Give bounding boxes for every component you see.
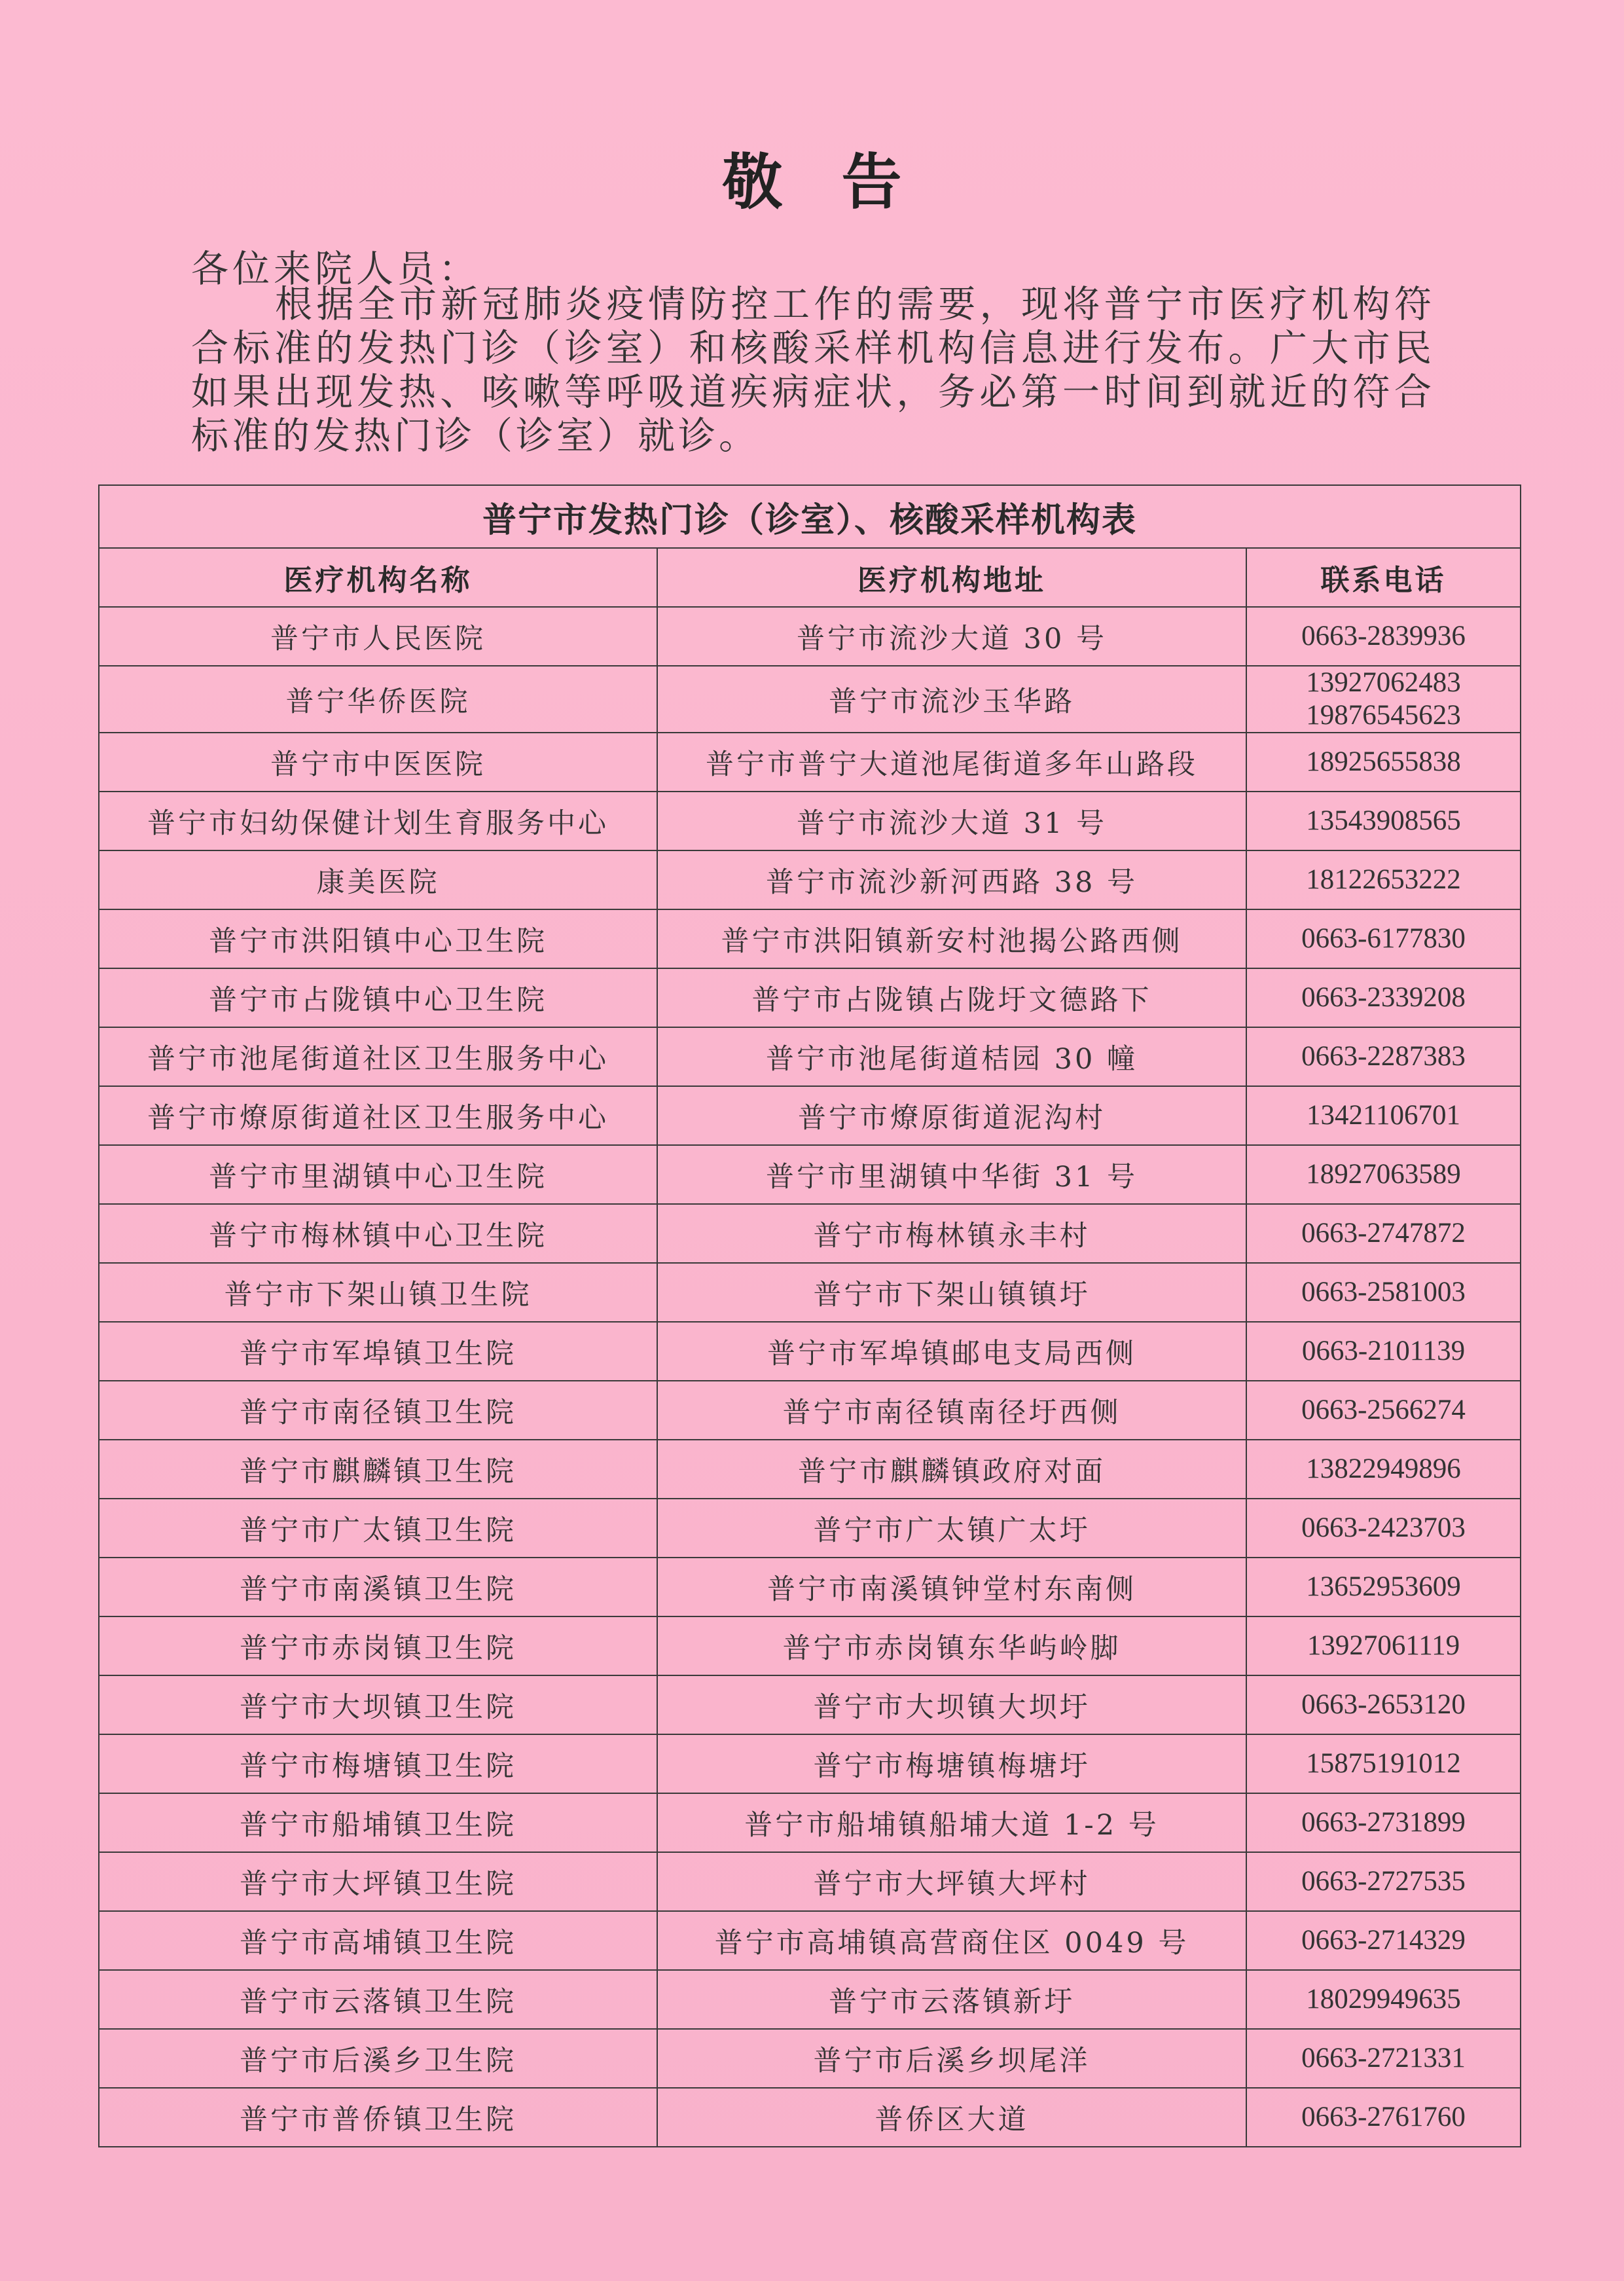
notice-intro-paragraph: 根据全市新冠肺炎疫情防控工作的需要，现将普宁市医疗机构符合标准的发热门诊（诊室）和核酸采样机构信息进行发布。广大市民如果出现发热、咳嗽等呼吸道疾病症状，务必第一时间到就近的符合标准的发热门诊（诊室）就诊。	[191, 283, 1435, 458]
institution-name-cell: 普宁市下架山镇卫生院	[99, 1263, 657, 1322]
table-row	[99, 1322, 1521, 1381]
institution-address-cell: 普宁市云落镇新圩	[657, 1970, 1246, 2029]
table-row	[99, 1911, 1521, 1970]
phone-number: 0663-6177830	[1301, 923, 1466, 954]
institution-name-cell: 普宁市梅塘镇卫生院	[99, 1734, 657, 1793]
phone-number: 0663-2566274	[1301, 1395, 1466, 1425]
institution-name-cell: 普宁华侨医院	[99, 666, 657, 733]
table-row	[99, 1675, 1521, 1734]
institution-address-cell: 普宁市洪阳镇新安村池揭公路西侧	[657, 909, 1246, 968]
contact-phone-cell	[1246, 1322, 1521, 1381]
phone-number: 0663-2761760	[1301, 2102, 1466, 2132]
contact-phone-cell	[1246, 1970, 1521, 2029]
contact-phone-cell	[1246, 2029, 1521, 2088]
institution-name-cell: 普宁市后溪乡卫生院	[99, 2029, 657, 2088]
phone-number: 0663-2721331	[1301, 2043, 1466, 2073]
table-row	[99, 909, 1521, 968]
table-header-row	[99, 548, 1521, 607]
table-row	[99, 666, 1521, 733]
phone-number: 0663-2287383	[1301, 1041, 1466, 1072]
institution-name-cell: 普宁市高埔镇卫生院	[99, 1911, 657, 1970]
institution-name-cell: 普宁市南径镇卫生院	[99, 1381, 657, 1440]
table-row	[99, 1970, 1521, 2029]
institution-address-cell: 普宁市池尾街道桔园 30 幢	[657, 1027, 1246, 1086]
contact-phone-cell	[1246, 733, 1521, 792]
table-row	[99, 1145, 1521, 1204]
table-row	[99, 850, 1521, 909]
phone-number: 0663-2423703	[1301, 1512, 1466, 1543]
institution-name-cell: 普宁市南溪镇卫生院	[99, 1558, 657, 1616]
contact-phone-cell	[1246, 968, 1521, 1027]
phone-number: 13822949896	[1306, 1453, 1461, 1484]
contact-phone-cell	[1246, 1086, 1521, 1145]
contact-phone-cell	[1246, 1852, 1521, 1911]
contact-phone-cell	[1246, 1145, 1521, 1204]
phone-number: 19876545623	[1306, 700, 1461, 731]
table-row	[99, 792, 1521, 850]
table-row	[99, 733, 1521, 792]
institution-address-cell: 普宁市广太镇广太圩	[657, 1499, 1246, 1558]
contact-phone-cell	[1246, 850, 1521, 909]
institution-table	[98, 484, 1521, 2147]
notice-salutation: 各位来院人员：	[191, 247, 480, 291]
institution-name-cell: 普宁市大坝镇卫生院	[99, 1675, 657, 1734]
phone-number: 0663-2731899	[1301, 1807, 1466, 1838]
institution-address-cell: 普宁市里湖镇中华街 31 号	[657, 1145, 1246, 1204]
contact-phone-cell	[1246, 1027, 1521, 1086]
phone-number: 0663-2653120	[1301, 1689, 1466, 1720]
phone-number: 0663-2339208	[1301, 982, 1466, 1013]
institution-name-cell: 普宁市广太镇卫生院	[99, 1499, 657, 1558]
table-row	[99, 607, 1521, 666]
institution-address-cell: 普宁市高埔镇高营商住区 0049 号	[657, 1911, 1246, 1970]
contact-phone-cell	[1246, 792, 1521, 850]
institution-address-cell: 普宁市南溪镇钟堂村东南侧	[657, 1558, 1246, 1616]
table-row	[99, 1852, 1521, 1911]
institution-name-cell: 普宁市中医医院	[99, 733, 657, 792]
table-row	[99, 1793, 1521, 1852]
contact-phone-cell	[1246, 909, 1521, 968]
institution-address-cell: 普宁市梅塘镇梅塘圩	[657, 1734, 1246, 1793]
institution-address-cell: 普宁市后溪乡坝尾洋	[657, 2029, 1246, 2088]
institution-address-cell: 普宁市麒麟镇政府对面	[657, 1440, 1246, 1499]
institution-address-cell: 普宁市燎原街道泥沟村	[657, 1086, 1246, 1145]
phone-number: 0663-2714329	[1301, 1925, 1466, 1956]
institution-name-cell: 普宁市燎原街道社区卫生服务中心	[99, 1086, 657, 1145]
institution-address-cell: 普宁市大坪镇大坪村	[657, 1852, 1246, 1911]
institution-address-cell: 普宁市赤岗镇东华屿岭脚	[657, 1616, 1246, 1675]
notice-title: 敬告	[722, 147, 961, 217]
institution-name-cell: 普宁市普侨镇卫生院	[99, 2088, 657, 2147]
phone-number: 18029949635	[1306, 1984, 1461, 2015]
phone-number: 0663-2727535	[1301, 1866, 1466, 1897]
institution-address-cell: 普宁市船埔镇船埔大道 1-2 号	[657, 1793, 1246, 1852]
table-row	[99, 1734, 1521, 1793]
institution-name-cell: 普宁市船埔镇卫生院	[99, 1793, 657, 1852]
contact-phone-cell	[1246, 666, 1521, 733]
contact-phone-cell	[1246, 1204, 1521, 1263]
institution-name-cell: 普宁市人民医院	[99, 607, 657, 666]
phone-number: 13927062483	[1306, 667, 1461, 698]
contact-phone-cell	[1246, 1263, 1521, 1322]
phone-number: 18122653222	[1306, 864, 1461, 895]
table-row	[99, 1499, 1521, 1558]
contact-phone-cell	[1246, 1440, 1521, 1499]
contact-phone-cell	[1246, 1911, 1521, 1970]
contact-phone-cell	[1246, 2088, 1521, 2147]
table-row	[99, 1204, 1521, 1263]
phone-number: 0663-2581003	[1301, 1277, 1466, 1307]
institution-name-cell: 普宁市妇幼保健计划生育服务中心	[99, 792, 657, 850]
table-body	[99, 607, 1521, 2147]
table-row	[99, 968, 1521, 1027]
contact-phone-cell	[1246, 607, 1521, 666]
table-caption-row	[99, 485, 1521, 548]
institution-name-cell: 普宁市大坪镇卫生院	[99, 1852, 657, 1911]
phone-number: 15875191012	[1306, 1748, 1461, 1779]
institution-address-cell: 普宁市流沙新河西路 38 号	[657, 850, 1246, 909]
institution-name-cell: 普宁市云落镇卫生院	[99, 1970, 657, 2029]
contact-phone-cell	[1246, 1499, 1521, 1558]
contact-phone-cell	[1246, 1616, 1521, 1675]
phone-number: 13927061119	[1307, 1630, 1460, 1661]
header-institution-name: 医疗机构名称	[99, 548, 657, 607]
table-row	[99, 1616, 1521, 1675]
phone-number: 13652953609	[1306, 1571, 1461, 1602]
phone-number: 18927063589	[1306, 1159, 1461, 1190]
contact-phone-cell	[1246, 1381, 1521, 1440]
institution-address-cell: 普宁市下架山镇镇圩	[657, 1263, 1246, 1322]
institution-address-cell: 普宁市占陇镇占陇圩文德路下	[657, 968, 1246, 1027]
institution-name-cell: 普宁市赤岗镇卫生院	[99, 1616, 657, 1675]
phone-number: 0663-2101139	[1301, 1336, 1466, 1366]
institution-address-cell: 普宁市梅林镇永丰村	[657, 1204, 1246, 1263]
institution-name-cell: 普宁市里湖镇中心卫生院	[99, 1145, 657, 1204]
institution-address-cell: 普宁市流沙大道 31 号	[657, 792, 1246, 850]
institution-address-cell: 普宁市大坝镇大坝圩	[657, 1675, 1246, 1734]
phone-number: 0663-2839936	[1301, 621, 1466, 651]
phone-number: 13543908565	[1306, 805, 1461, 836]
institution-name-cell: 康美医院	[99, 850, 657, 909]
phone-number: 13421106701	[1307, 1100, 1460, 1131]
institution-address-cell: 普宁市普宁大道池尾街道多年山路段	[657, 733, 1246, 792]
contact-phone-cell	[1246, 1793, 1521, 1852]
contact-phone-cell	[1246, 1675, 1521, 1734]
institution-name-cell: 普宁市洪阳镇中心卫生院	[99, 909, 657, 968]
institution-name-cell: 普宁市池尾街道社区卫生服务中心	[99, 1027, 657, 1086]
phone-number: 0663-2747872	[1301, 1218, 1466, 1249]
institution-name-cell: 普宁市麒麟镇卫生院	[99, 1440, 657, 1499]
table-row	[99, 1381, 1521, 1440]
table-row	[99, 1027, 1521, 1086]
table-row	[99, 1440, 1521, 1499]
contact-phone-cell	[1246, 1734, 1521, 1793]
phone-number: 18925655838	[1306, 746, 1461, 777]
header-contact-phone: 联系电话	[1246, 548, 1521, 607]
table-row	[99, 1558, 1521, 1616]
institution-address-cell: 普侨区大道	[657, 2088, 1246, 2147]
institution-name-cell: 普宁市占陇镇中心卫生院	[99, 968, 657, 1027]
table-row	[99, 2088, 1521, 2147]
institution-address-cell: 普宁市军埠镇邮电支局西侧	[657, 1322, 1246, 1381]
institution-address-cell: 普宁市流沙大道 30 号	[657, 607, 1246, 666]
table-caption: 普宁市发热门诊（诊室）、核酸采样机构表	[99, 485, 1521, 548]
table-row	[99, 1086, 1521, 1145]
institution-address-cell: 普宁市南径镇南径圩西侧	[657, 1381, 1246, 1440]
institution-address-cell: 普宁市流沙玉华路	[657, 666, 1246, 733]
contact-phone-cell	[1246, 1558, 1521, 1616]
institution-name-cell: 普宁市梅林镇中心卫生院	[99, 1204, 657, 1263]
table-row	[99, 1263, 1521, 1322]
institution-name-cell: 普宁市军埠镇卫生院	[99, 1322, 657, 1381]
table-row	[99, 2029, 1521, 2088]
header-institution-address: 医疗机构地址	[657, 548, 1246, 607]
